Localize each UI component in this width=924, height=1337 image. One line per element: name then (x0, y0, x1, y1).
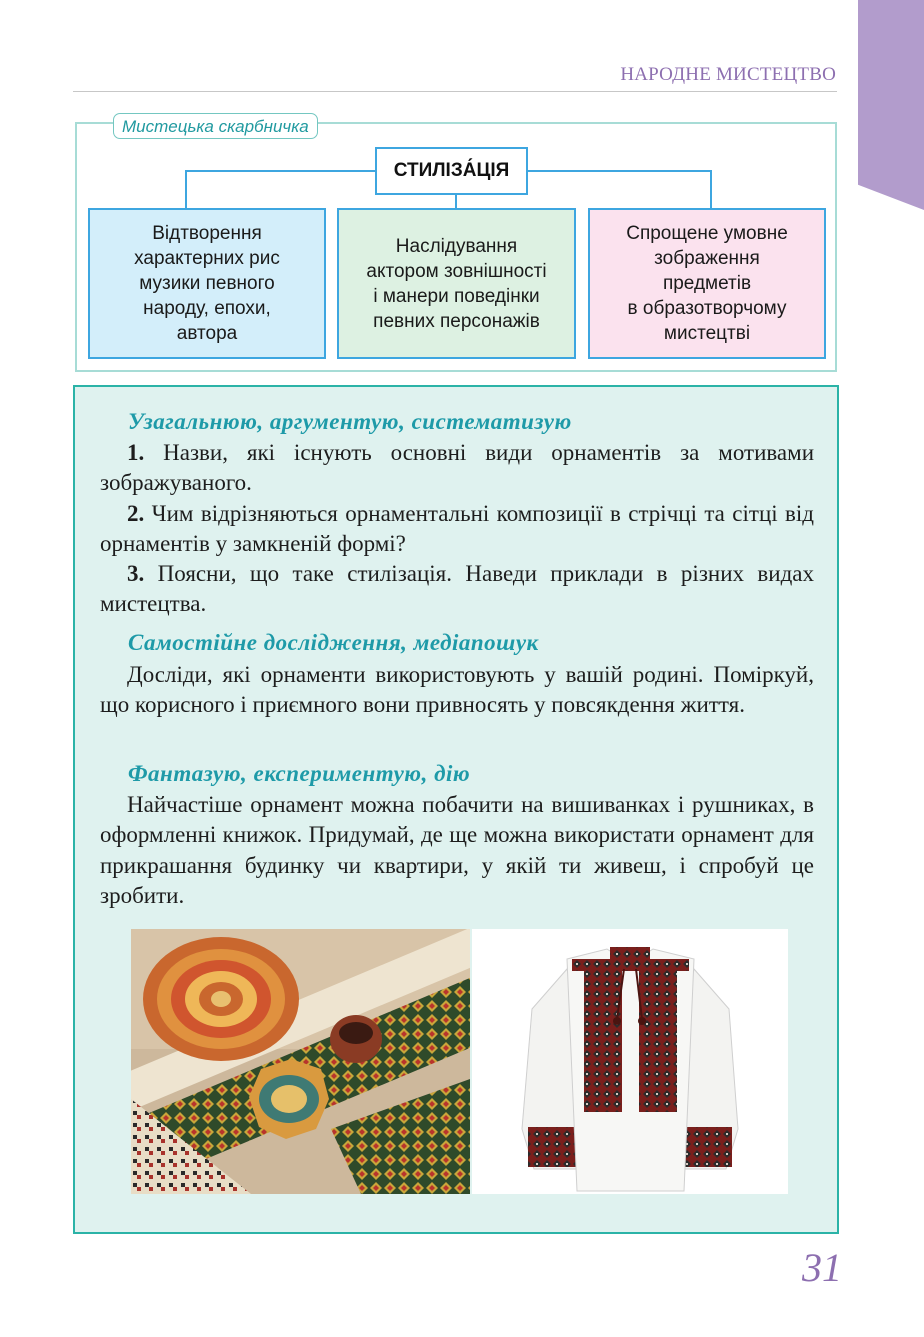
definition-line: народу, епохи, (143, 298, 271, 319)
definition-line: актором зовнішності (366, 260, 547, 282)
question-3 (100, 559, 814, 620)
definition-line: і манери поведінки (373, 285, 540, 307)
page-number: 31 (802, 1245, 842, 1290)
definition-line: характерних рис (134, 248, 280, 269)
section-heading-generalize: Узагальнюю, аргументую, систематизую (128, 409, 572, 434)
running-header: НАРОДНЕ МИСТЕЦТВО (620, 64, 836, 85)
question-number: 2. (127, 501, 145, 526)
question-text: Поясни, що таке стилізація. Наведи приклади в різних видах мистецтва. (100, 561, 815, 617)
question-number: 3. (127, 561, 145, 586)
concept-box: СТИЛІЗА́ЦІЯ (375, 147, 528, 195)
question-text: Назви, які існують основні види орнаментів за мотивами зображуваного. (100, 440, 815, 496)
question-2 (100, 499, 814, 560)
definition-line: мистецтві (663, 323, 751, 344)
definition-line: зображення (654, 248, 760, 269)
treasury-title: Мистецька скарбничка (113, 113, 318, 139)
fantasy-text: Найчастіше орнамент можна побачити на вишиванках і рушниках, в оформленні книжок. Придумай, де ще можна використати орнамент для прикрашання будинку чи квартири, у якій ти живеш, і спробуй це зробити. (100, 792, 814, 908)
definition-visual-art (588, 208, 826, 359)
definition-line: предметів (662, 273, 752, 294)
definition-line: автора (176, 323, 238, 344)
fantasy-paragraph (100, 790, 814, 911)
definition-line: музики певного (139, 273, 275, 294)
question-text: Чим відрізняються орнаментальні композиції в стрічці та сітці від орнаментів у замкненій формі? (100, 501, 814, 557)
definition-line: певних персонажів (373, 310, 540, 332)
question-number: 1. (127, 440, 145, 465)
definition-line: Відтворення (152, 223, 262, 244)
photo-ceramics-embroidery (131, 929, 470, 1194)
definition-line: в образотворчому (627, 298, 787, 319)
research-text: Досліди, які орнаменти використовують у вашій родині. Поміркуй, що корисного і приємного вони привносять у повсякдення життя. (100, 662, 814, 718)
section-heading-fantasy: Фантазую, експериментую, дію (128, 761, 471, 786)
definition-music (88, 208, 326, 359)
question-1 (100, 438, 814, 499)
definition-line: Наслідування (395, 235, 518, 257)
photo-embroidered-shirt (472, 929, 788, 1194)
definition-line: Спрощене умовне (626, 223, 788, 244)
definition-acting (337, 208, 576, 359)
research-paragraph (100, 660, 814, 721)
section-heading-research: Самостійне дослідження, медіапошук (128, 630, 539, 655)
